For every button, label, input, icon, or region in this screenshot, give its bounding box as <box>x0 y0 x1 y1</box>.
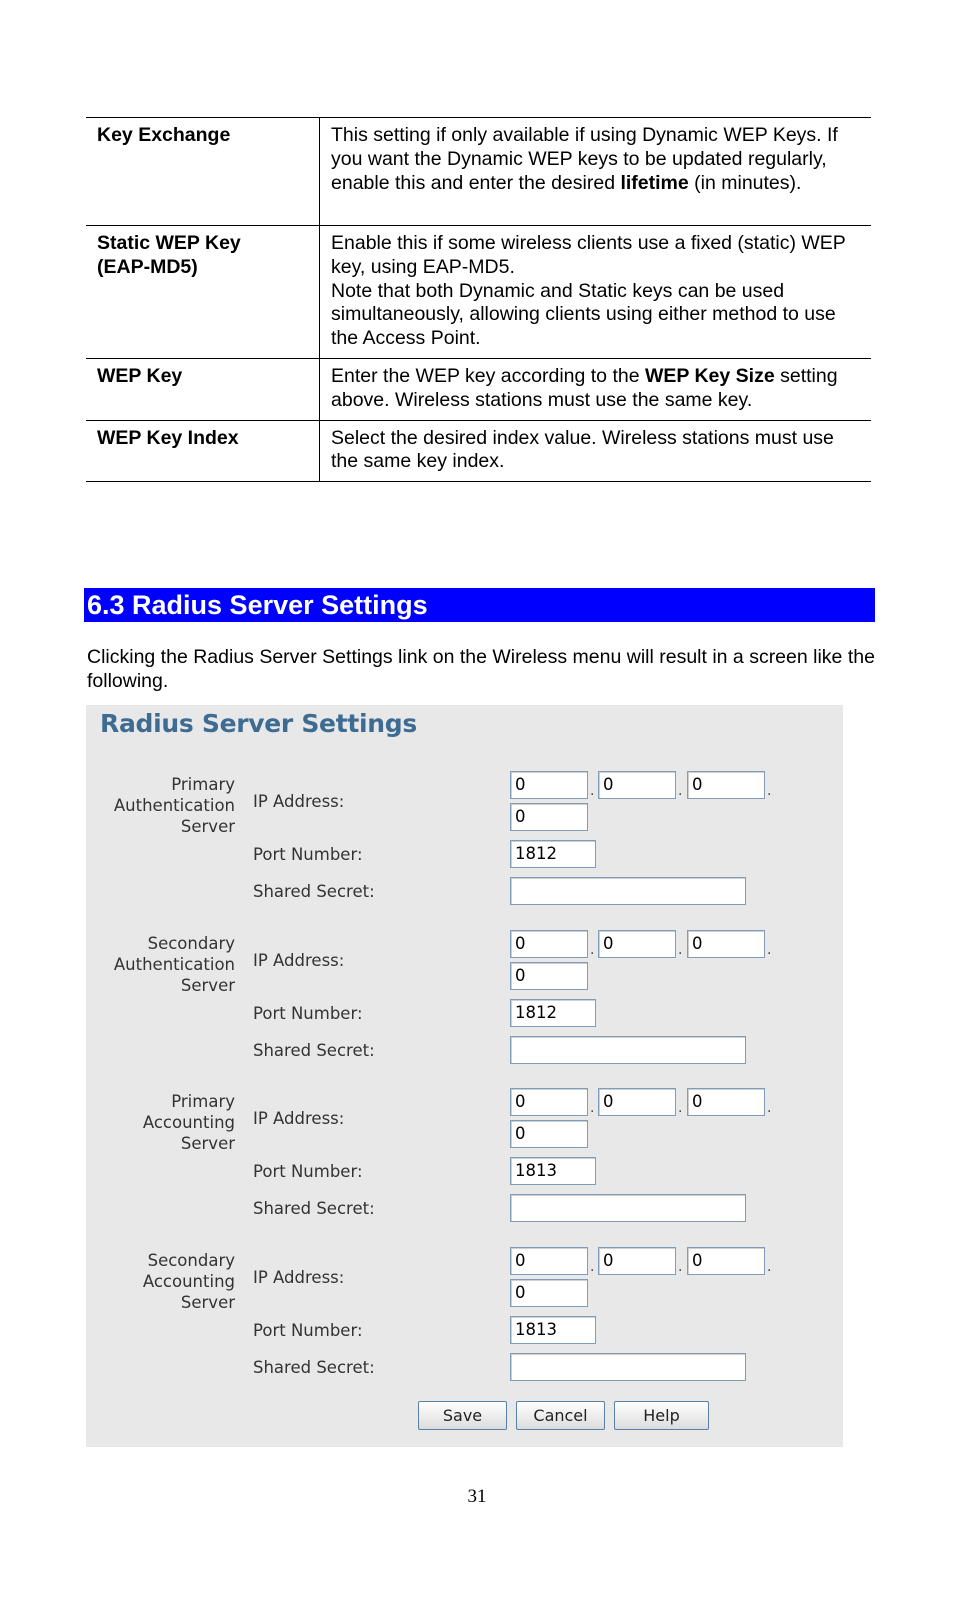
server-label <box>86 1250 235 1313</box>
definition-term <box>86 358 320 420</box>
ip-octet-input[interactable]: 0 <box>598 930 676 958</box>
definition-term <box>86 226 320 359</box>
ip-octet-input[interactable]: 0 <box>598 1088 676 1116</box>
definition-description <box>320 358 872 420</box>
ip-octet-input[interactable]: 0 <box>687 771 765 799</box>
shared-secret-label: Shared Secret: <box>253 1040 375 1060</box>
ip-address-label: IP Address: <box>253 1109 345 1128</box>
shared-secret-input[interactable] <box>510 1194 746 1222</box>
ip-octet-input[interactable]: 0 <box>510 771 588 799</box>
term-line: (EAP-MD5) <box>97 255 198 278</box>
server-label-line: Accounting <box>142 1113 235 1132</box>
port-number-input[interactable]: 1812 <box>510 840 596 868</box>
server-label-line: Server <box>180 975 235 995</box>
description-text: Enable this if some wireless clients use a fixed (static) WEP key, using EAP-MD5. <box>331 232 846 278</box>
definition-term <box>86 118 320 226</box>
ip-separator: . <box>678 1258 683 1275</box>
server-label-line: Secondary <box>147 933 235 953</box>
term-line: WEP Key <box>97 364 183 387</box>
description-text: This setting if only available if using Dynamic WEP Keys. If you want the Dynamic WEP keys to be updated regularly, enable this and enter the desired <box>331 124 838 194</box>
server-label <box>86 1091 235 1154</box>
server-label-line: Server <box>180 817 235 836</box>
shared-secret-input[interactable] <box>510 1036 746 1064</box>
server-label-line: Primary <box>171 1092 235 1111</box>
server-label-line: Authentication <box>113 796 235 815</box>
description-text: setting above. Wireless stations must use the same key. <box>331 364 838 411</box>
server-label-line: Primary <box>171 775 235 794</box>
ip-octet-input[interactable]: 0 <box>510 803 588 831</box>
server-label-line: Secondary <box>147 1250 235 1270</box>
server-group <box>86 1092 843 1260</box>
shared-secret-input[interactable] <box>510 877 746 905</box>
port-number-input[interactable]: 1813 <box>510 1157 596 1185</box>
ip-separator: . <box>590 1258 595 1275</box>
save-button[interactable]: Save <box>418 1401 507 1430</box>
term-line: Static WEP Key <box>97 232 241 254</box>
definition-description <box>320 226 872 359</box>
ip-octet-input[interactable]: 0 <box>598 771 676 799</box>
help-button[interactable]: Help <box>614 1401 709 1430</box>
definition-description <box>320 420 872 482</box>
shared-secret-input[interactable] <box>510 1353 746 1381</box>
description-text: Enter the WEP key according to the <box>331 364 645 387</box>
section-heading: 6.3 Radius Server Settings <box>84 588 875 622</box>
ip-separator: . <box>590 941 595 958</box>
shared-secret-label: Shared Secret: <box>253 1357 375 1377</box>
ip-octet-input[interactable]: 0 <box>510 1247 588 1275</box>
screen-title: Radius Server Settings <box>100 709 417 738</box>
description-text: Select the desired index value. Wireless stations must use the same key index. <box>331 426 834 473</box>
server-label-line: Server <box>180 1134 235 1153</box>
port-number-label: Port Number: <box>253 845 363 864</box>
term-line: WEP Key Index <box>97 426 239 449</box>
server-label <box>86 933 235 996</box>
ip-separator: . <box>590 1100 595 1116</box>
ip-octet-input[interactable]: 0 <box>510 962 588 990</box>
ip-separator: . <box>767 1100 772 1116</box>
ip-separator: . <box>767 783 772 799</box>
radius-settings-screenshot <box>86 705 843 1447</box>
ip-separator: . <box>678 783 683 799</box>
definition-term <box>86 420 320 482</box>
description-emphasis: lifetime <box>620 171 689 194</box>
ip-octet-input[interactable]: 0 <box>687 1247 765 1275</box>
port-number-input[interactable]: 1812 <box>510 999 596 1027</box>
definition-row <box>86 420 871 482</box>
definition-row <box>86 118 871 226</box>
ip-octet-input[interactable]: 0 <box>598 1247 676 1275</box>
server-label-line: Authentication <box>113 954 235 974</box>
ip-address-label: IP Address: <box>253 950 345 970</box>
server-group <box>86 775 843 943</box>
shared-secret-label: Shared Secret: <box>253 1199 375 1218</box>
ip-octet-input[interactable]: 0 <box>510 1279 588 1307</box>
ip-separator: . <box>678 941 683 958</box>
ip-separator: . <box>767 1258 772 1275</box>
server-group <box>86 933 843 1102</box>
description-text: (in minutes). <box>688 171 802 194</box>
server-label-line: Accounting <box>142 1271 235 1291</box>
server-group <box>86 1250 843 1419</box>
ip-octet-input[interactable]: 0 <box>510 1088 588 1116</box>
ip-address-label: IP Address: <box>253 1267 345 1287</box>
definition-row <box>86 226 871 359</box>
port-number-label: Port Number: <box>253 1162 363 1181</box>
definition-description <box>320 118 872 226</box>
ip-separator: . <box>678 1100 683 1116</box>
shared-secret-label: Shared Secret: <box>253 882 375 901</box>
server-label-line: Server <box>180 1292 235 1312</box>
ip-separator: . <box>590 783 595 799</box>
ip-octet-input[interactable]: 0 <box>687 1088 765 1116</box>
ip-octet-input[interactable]: 0 <box>510 1120 588 1148</box>
section-intro: Clicking the Radius Server Settings link on the Wireless menu will result in a screen like the following. <box>87 646 875 692</box>
ip-octet-input[interactable]: 0 <box>510 930 588 958</box>
description-text: Note that both Dynamic and Static keys can be used simultaneously, allowing clients using either method to use the Access Point. <box>331 279 836 350</box>
definition-table <box>86 117 871 482</box>
definition-row <box>86 358 871 420</box>
term-line: Key Exchange <box>97 124 231 146</box>
port-number-input[interactable]: 1813 <box>510 1316 596 1344</box>
port-number-label: Port Number: <box>253 1320 363 1340</box>
page-number: 31 <box>467 1486 487 1507</box>
ip-separator: . <box>767 941 772 958</box>
ip-octet-input[interactable]: 0 <box>687 930 765 958</box>
ip-address-label: IP Address: <box>253 792 345 811</box>
server-label <box>86 774 235 837</box>
cancel-button[interactable]: Cancel <box>516 1401 605 1430</box>
description-emphasis: WEP Key Size <box>644 364 775 387</box>
port-number-label: Port Number: <box>253 1003 363 1023</box>
